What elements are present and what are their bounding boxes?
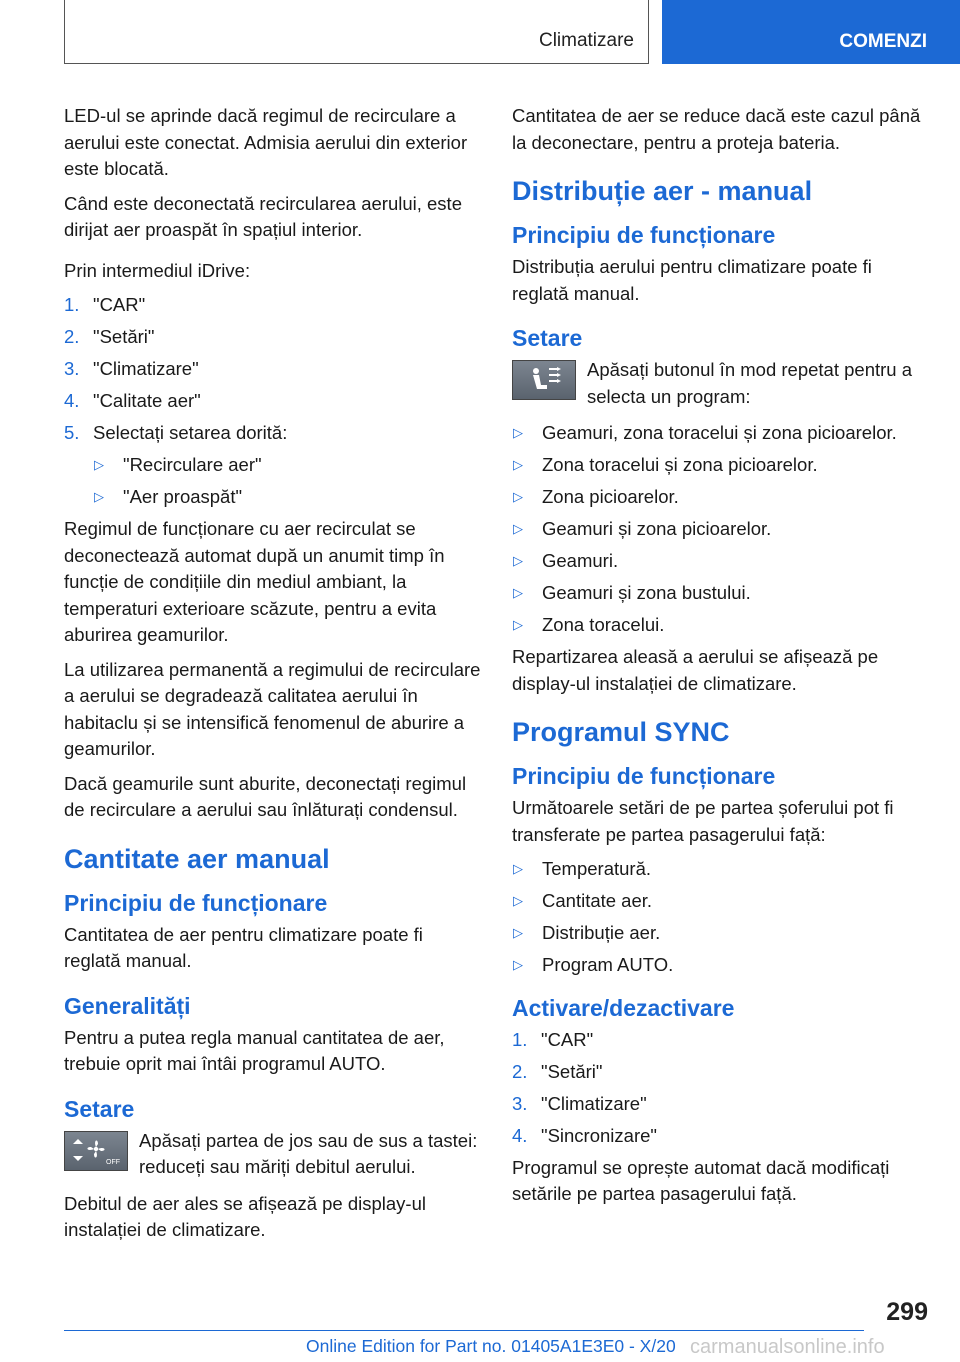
air-distribution-button-icon (512, 360, 576, 400)
paragraph: Distribuția aerului pentru climatizare poate fi reglată manual. (512, 256, 872, 304)
section-title: Climatizare (538, 30, 634, 51)
list-item: ▷ Temperatură. (512, 856, 932, 883)
step-item: 3. "Climatizare" (512, 1092, 647, 1114)
paragraph: Cantitatea de aer pentru climatizare poate fi reglată manual. (64, 923, 423, 971)
paragraph: Cantitatea de aer se reduce dacă este cazul până la deconectare, pentru a proteja bateria. (512, 105, 921, 153)
chapter-title: COMENZI (839, 31, 927, 52)
list-item: ▷ Zona toracelui. (512, 612, 932, 639)
list-item: ▷ "Aer proaspăt" (93, 484, 484, 511)
triangle-bullet-icon: ▷ (513, 521, 523, 536)
sync-list (512, 856, 932, 979)
list-item: ▷ Program AUTO. (512, 952, 932, 979)
distribution-key-row (512, 357, 932, 410)
section-heading: Distribuție aer - manual (512, 176, 813, 206)
step-item: 5. Selectați setarea dorită: (64, 422, 288, 443)
paragraph: Repartizarea aleasă a aerului se afișează pe display-ul instalației de climatizare. (512, 646, 879, 694)
triangle-bullet-icon: ▷ (513, 617, 523, 632)
paragraph: Apăsați partea de jos sau de sus a tastei: reduceți sau măriți debitul aerului. (139, 1129, 478, 1177)
list-item: ▷ Geamuri și zona picioarelor. (512, 516, 932, 543)
sync-steps (512, 1027, 932, 1150)
subsection-heading: Setare (512, 325, 583, 351)
paragraph: Dacă geamurile sunt aburite, deconectați regimul de recirculare a aerului sau înlăturați condensul. (64, 772, 467, 820)
edition-note: Online Edition for Part no. 01405A1E3E0 - X/20 (306, 1336, 676, 1356)
triangle-bullet-icon: ▷ (513, 425, 523, 440)
triangle-bullet-icon: ▷ (513, 553, 523, 568)
off-label: OFF (106, 1158, 120, 1166)
distribution-list (512, 420, 932, 639)
list-item: ▷ Zona picioarelor. (512, 484, 932, 511)
paragraph: Regimul de funcționare cu aer recirculat se deconectează automat după un anumit timp în funcție de condițiile din mediul ambiant, la temperaturi exterioare scăzute, pentru a evita aburirea geamurilor. (64, 518, 445, 645)
step-item: 2. "Setări" (512, 1060, 603, 1082)
list-item: ▷ "Recirculare aer" (93, 452, 484, 479)
list-item: ▷ Geamuri, zona toracelui și zona picioarelor. (512, 420, 932, 447)
paragraph: Când este deconectată recircularea aerului, este dirijat aer proaspăt în spațiul interior. (64, 192, 462, 240)
paragraph: LED-ul se aprinde dacă regimul de recirculare a aerului este conectat. Admisia aerului din exterior este blocată. (64, 105, 468, 179)
list-item: ▷ Geamuri. (512, 548, 932, 575)
step-item: 1. "CAR" (512, 1028, 594, 1050)
triangle-bullet-icon: ▷ (94, 457, 104, 472)
step-item: 1. "CAR" (64, 294, 146, 315)
list-item: ▷ Cantitate aer. (512, 888, 932, 915)
triangle-bullet-icon: ▷ (94, 489, 104, 504)
list-item: ▷ Geamuri și zona bustului. (512, 580, 932, 607)
page-number: 299 (886, 1298, 928, 1326)
idrive-steps (64, 292, 484, 447)
paragraph: Debitul de aer ales se afișează pe display-ul instalației de climatizare. (64, 1192, 426, 1240)
footer-divider (64, 1330, 864, 1331)
list-item: ▷ Zona toracelui și zona picioarelor. (512, 452, 932, 479)
fan-key-row (64, 1128, 484, 1181)
fan-speed-button-icon (64, 1131, 128, 1171)
triangle-bullet-icon: ▷ (513, 861, 523, 876)
subsection-heading: Setare (64, 1095, 135, 1122)
paragraph: Următoarele setări de pe partea șoferului pot fi transferate pe partea pasagerului față: (512, 797, 894, 845)
step-item: 3. "Climatizare" (64, 358, 199, 379)
watermark-logo: carmanualsonline.info (690, 1336, 885, 1358)
section-heading: Cantitate aer manual (64, 843, 330, 874)
right-column (512, 103, 932, 1216)
step-item: 4. "Sincronizare" (512, 1124, 657, 1146)
subsection-heading: Principiu de funcționare (64, 889, 328, 916)
triangle-bullet-icon: ▷ (513, 957, 523, 972)
subsection-heading: Principiu de funcționare (512, 222, 776, 248)
paragraph: Prin intermediul iDrive: (64, 259, 251, 281)
paragraph: Programul se oprește automat dacă modificați setările pe partea pasagerului față. (512, 1156, 890, 1204)
paragraph: Apăsați butonul în mod repetat pentru a selecta un program: (587, 359, 912, 407)
paragraph: La utilizarea permanentă a regimului de recirculare a aerului se degradează calitatea aerului în habitaclu și se intensifică fenomenul de aburire a geamurilor. (64, 658, 481, 759)
triangle-bullet-icon: ▷ (513, 925, 523, 940)
left-column (64, 103, 484, 1252)
subsection-heading: Activare/dezactivare (512, 994, 735, 1021)
list-item: ▷ Distribuție aer. (512, 920, 932, 947)
step-item: 2. "Setări" (64, 326, 155, 347)
step-item: 4. "Calitate aer" (64, 390, 201, 411)
triangle-bullet-icon: ▷ (513, 489, 523, 504)
triangle-bullet-icon: ▷ (513, 585, 523, 600)
paragraph: Pentru a putea regla manual cantitatea de aer, trebuie oprit mai întâi programul AUTO. (64, 1026, 445, 1074)
subsection-heading: Generalități (64, 992, 191, 1019)
header-box (64, 0, 649, 64)
subsection-heading: Principiu de funcționare (512, 763, 776, 789)
triangle-bullet-icon: ▷ (513, 893, 523, 908)
triangle-bullet-icon: ▷ (513, 457, 523, 472)
chapter-tab[interactable] (662, 0, 960, 64)
section-heading: Programul SYNC (512, 717, 730, 747)
substep-list (93, 452, 484, 511)
